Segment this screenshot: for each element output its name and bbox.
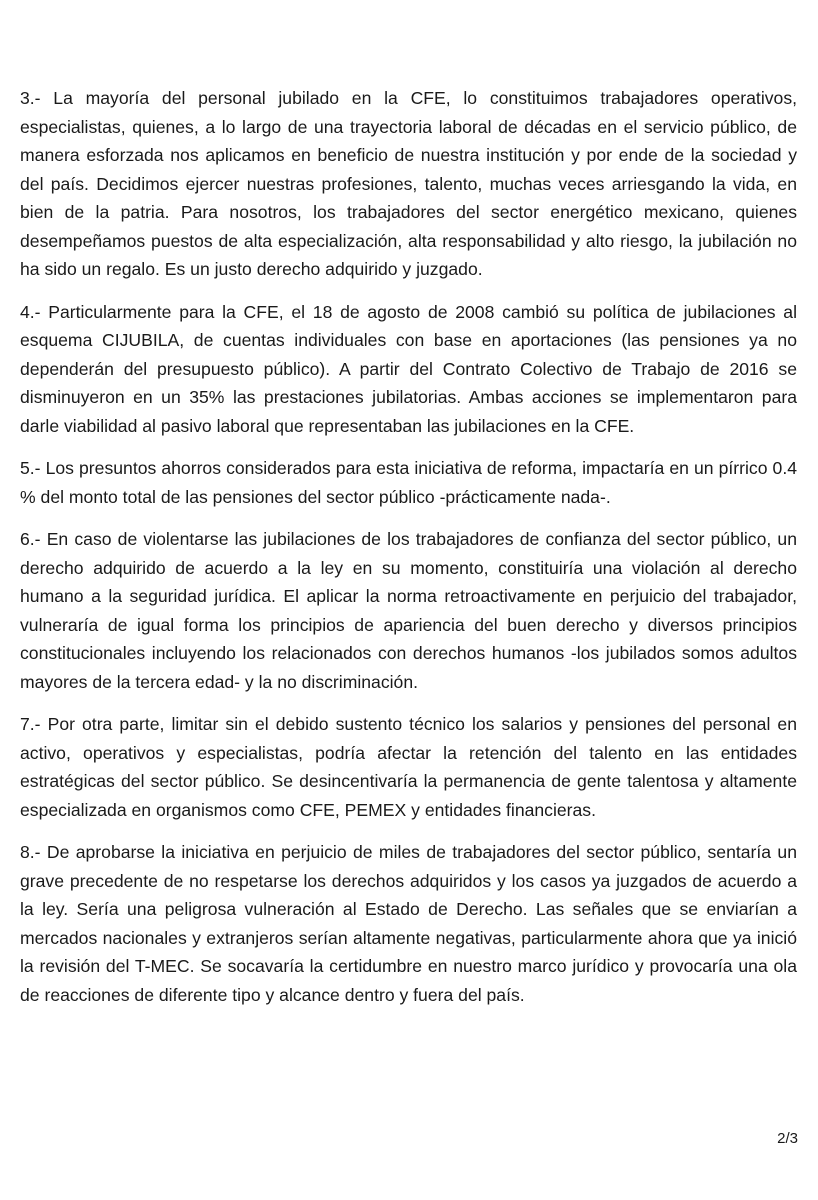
paragraph-4: 4.- Particularmente para la CFE, el 18 de agosto de 2008 cambió su política de jubilaciones al esquema CIJUBILA, de cuentas individuales con base en aportaciones (las pensiones ya no dependerán del presupuesto público). A partir del Contrato Colectivo de Trabajo de 2016 se disminuyeron en un 35% las prestaciones jubilatorias. Ambas acciones se implementaron para darle viabilidad al pasivo laboral que representaban las jubilaciones en la CFE. [20,301,797,436]
paragraph-3: 3.- La mayoría del personal jubilado en la CFE, lo constituimos trabajadores operativos, especialistas, quienes, a lo largo de una trayectoria laboral de décadas en el servicio público, de manera esforzada nos aplicamos en beneficio de nuestra institución y por ende de la sociedad y del país. Decidimos ejercer nuestras profesiones, talento, muchas veces arriesgando la vida, en bien de la patria. Para nosotros, los trabajadores del sector energético mexicano, quienes desempeñamos puestos de alta especialización, alta responsabilidad y alto riesgo, la jubilación no ha sido un regalo. Es un justo derecho adquirido y juzgado. [20,88,797,279]
paragraph-7: 7.- Por otra parte, limitar sin el debido sustento técnico los salarios y pensiones del personal en activo, operativos y especialistas, podría afectar la retención del talento en las entidades estratégicas del sector público. Se desincentivaría la permanencia de gente talentosa y altamente especializada en organismos como CFE, PEMEX y entidades financieras. [20,714,797,820]
paragraph-8: 8.- De aprobarse la iniciativa en perjuicio de miles de trabajadores del sector público, sentaría un grave precedente de no respetarse los derechos adquiridos y los casos ya juzgados de acuerdo a la ley. Sería una peligrosa vulneración al Estado de Derecho. Las señales que se enviarían a mercados nacionales y extranjeros serían altamente negativas, particularmente ahora que ya inició la revisión del T-MEC. Se socavaría la certidumbre en nuestro marco jurídico y provocaría una ola de reacciones de diferente tipo y alcance dentro y fuera del país. [20,842,797,1005]
page-number: 2/3 [777,1130,798,1147]
paragraph-6: 6.- En caso de violentarse las jubilaciones de los trabajadores de confianza del sector público, un derecho adquirido de acuerdo a la ley en su momento, constituiría una violación al derecho humano a la seguridad jurídica. El aplicar la norma retroactivamente en perjuicio del trabajador, vulneraría de igual forma los principios de apariencia del buen derecho y diversos principios constitucionales incluyendo los relacionados con derechos humanos -los jubilados somos adultos mayores de la tercera edad- y la no discriminación. [20,529,797,692]
document-body [20,84,797,1009]
paragraph-5: 5.- Los presuntos ahorros considerados para esta iniciativa de reforma, impactaría en un pírrico 0.4 % del monto total de las pensiones del sector público -prácticamente nada-. [20,458,797,507]
